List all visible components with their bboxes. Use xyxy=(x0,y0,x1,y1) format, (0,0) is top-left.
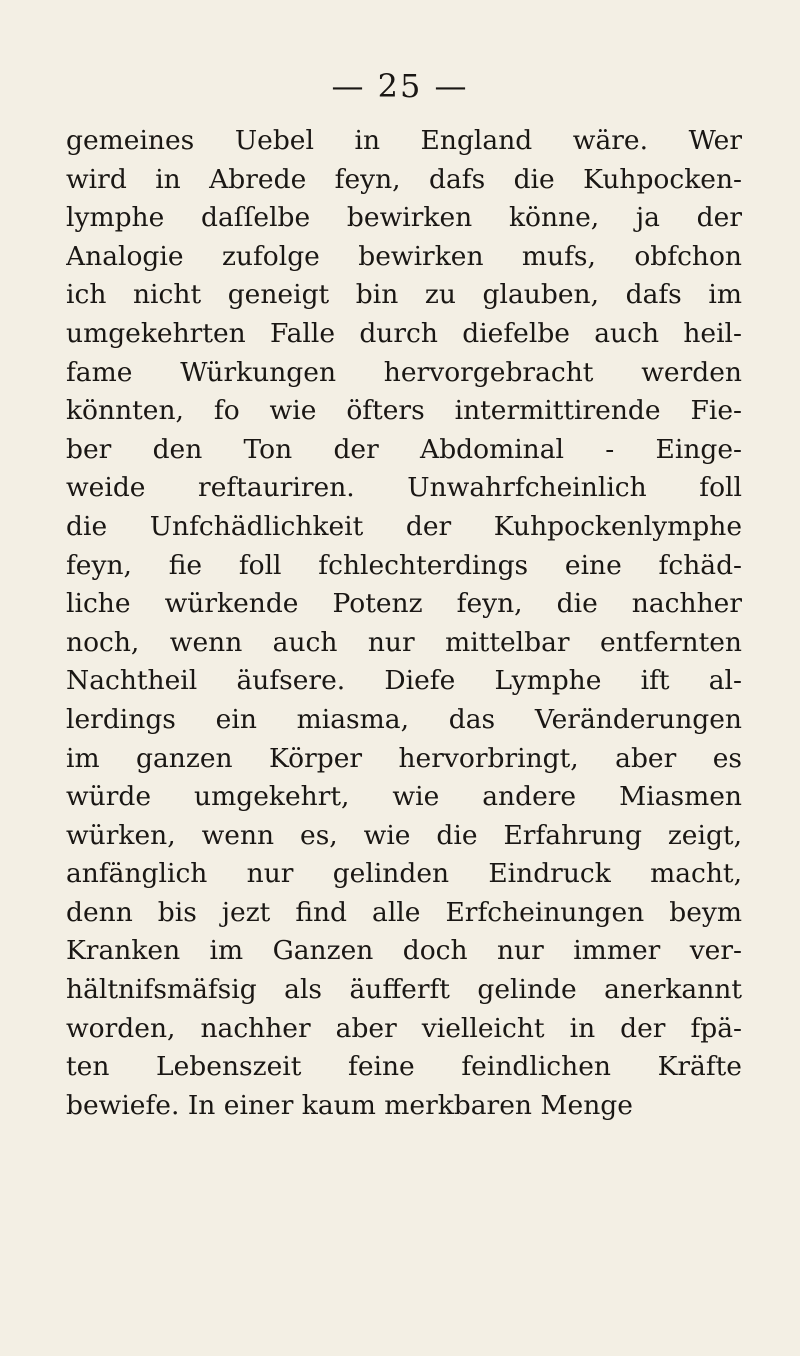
text-line: im ganzen Körper hervorbringt, aber es xyxy=(66,742,742,774)
text-line: lerdings ein miasma, das Veränderungen xyxy=(66,703,742,735)
text-line: ber den Ton der Abdominal - Einge- xyxy=(66,433,742,465)
text-line: wird in Abrede feyn, dafs die Kuhpocken- xyxy=(66,163,742,195)
text-line: anfänglich nur gelinden Eindruck macht, xyxy=(66,858,742,890)
page-number-header: — 25 — xyxy=(331,67,469,105)
text-line: umgekehrten Falle durch diefelbe auch heil- xyxy=(66,317,742,349)
text-line: feyn, fie foll fchlechterdings eine fchäd- xyxy=(66,549,742,581)
text-line: fame Würkungen hervorgebracht werden xyxy=(66,356,742,388)
text-line: Kranken im Ganzen doch nur immer ver- xyxy=(66,935,742,967)
text-line: liche würkende Potenz feyn, die nachher xyxy=(66,588,742,620)
text-line: noch, wenn auch nur mittelbar entfernten xyxy=(66,626,742,658)
text-line: die Unfchädlichkeit der Kuhpockenlymphe xyxy=(66,510,742,542)
text-line: Nachtheil äufsere. Diefe Lymphe ift al- xyxy=(66,665,742,697)
text-line: könnten, fo wie öfters intermittirende Fie- xyxy=(66,395,742,427)
text-line: Analogie zufolge bewirken mufs, obfchon xyxy=(66,240,742,272)
text-line: worden, nachher aber vielleicht in der fpä- xyxy=(66,1012,742,1044)
text-line: weide reftauriren. Unwahrfcheinlich foll xyxy=(66,472,742,504)
text-line: ich nicht geneigt bin zu glauben, dafs im xyxy=(66,279,742,311)
body-text xyxy=(66,122,742,1125)
text-line: hältnifsmäfsig als äufferft gelinde anerkannt xyxy=(66,974,742,1006)
text-line: bewiefe. In einer kaum merkbaren Menge xyxy=(66,1089,633,1121)
text-line: lymphe daſſelbe bewirken könne, ja der xyxy=(66,202,742,234)
text-line: würde umgekehrt, wie andere Miasmen xyxy=(66,781,742,813)
text-line: denn bis jezt find alle Erfcheinungen beym xyxy=(66,896,742,928)
text-line: gemeines Uebel in England wäre. Wer xyxy=(66,125,742,156)
text-line: würken, wenn es, wie die Erfahrung zeigt, xyxy=(66,819,742,851)
text-line: ten Lebenszeit feine feindlichen Kräfte xyxy=(66,1051,742,1083)
